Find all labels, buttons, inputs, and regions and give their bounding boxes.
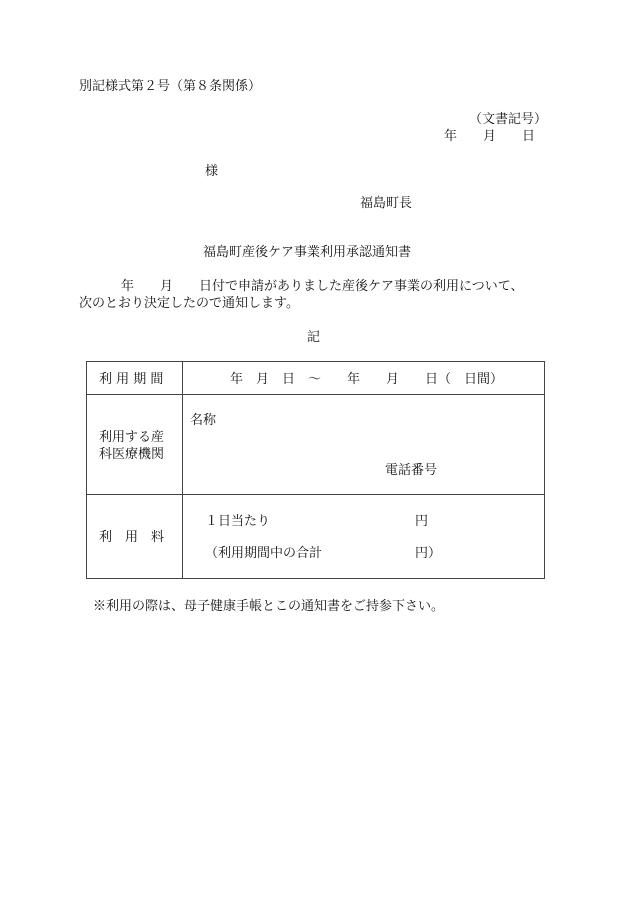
usage-note: ※利用の際は、母子健康手帳とこの通知書をご持参下さい。 <box>93 599 445 614</box>
institution-label-line1: 利用する産 <box>99 430 165 445</box>
ki-heading: 記 <box>307 330 321 345</box>
fee-per-day-label: １日当たり <box>205 514 271 529</box>
institution-value-cell <box>183 395 545 495</box>
fee-total-unit: 円） <box>415 546 442 561</box>
period-value: 年 月 日 ～ 年 月 日（ 日間） <box>230 372 504 387</box>
body-line-1: 年 月 日付で申請がありました産後ケア事業の利用について、 <box>121 279 524 294</box>
institution-label-line2: 科医療機関 <box>99 447 165 462</box>
period-label-cell <box>87 362 183 395</box>
fee-label-cell <box>87 495 183 579</box>
fee-value-cell <box>183 495 545 579</box>
table-row-fee <box>87 495 545 579</box>
fee-label: 利 用 料 <box>99 530 165 545</box>
institution-phone-label: 電話番号 <box>385 463 438 478</box>
period-label: 利 用 期 間 <box>99 372 164 387</box>
date-line: 年 月 日 <box>444 129 536 144</box>
institution-label-cell <box>87 395 183 495</box>
fee-total-label: （利用期間中の合計 <box>205 546 323 561</box>
document-number: （文書記号） <box>469 112 548 127</box>
details-table <box>86 361 545 579</box>
recipient-honorific: 様 <box>205 164 219 179</box>
table-row-period <box>87 362 545 395</box>
fee-per-day-unit: 円 <box>415 514 429 529</box>
issuer-name: 福島町長 <box>360 196 413 211</box>
body-line-2: 次のとおり決定したので通知します。 <box>79 296 299 311</box>
table-row-institution <box>87 395 545 495</box>
institution-name-label: 名称 <box>190 413 217 428</box>
document-title: 福島町産後ケア事業利用承認通知書 <box>203 245 412 260</box>
period-value-cell <box>183 362 545 395</box>
form-label: 別記様式第２号（第８条関係） <box>79 79 262 94</box>
